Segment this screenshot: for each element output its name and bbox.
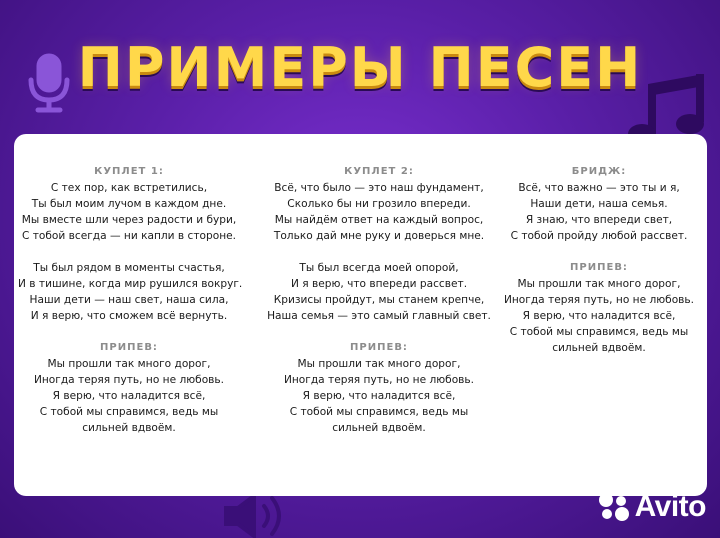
lyric-line: сильней вдвоём. [332, 422, 426, 434]
lyric-line: Ты был моим лучом в каждом дне. [31, 198, 227, 210]
lyric-line: Всё, что было — это наш фундамент, [274, 182, 484, 194]
lyric-line: С тобой мы справимся, ведь мы [509, 326, 689, 338]
lyric-line: Всё, что важно — это ты и я, [518, 182, 680, 194]
lyric-line: Иногда теряя путь, но не любовь. [283, 374, 475, 386]
section-heading: КУПЛЕТ 1: [94, 166, 164, 177]
lyric-line: Сколько бы ни грозило впереди. [287, 198, 471, 210]
avito-logo-icon [597, 492, 631, 522]
lyric-line: Я верю, что наладится всё, [522, 310, 676, 322]
lyric-line: Иногда теряя путь, но не любовь. [503, 294, 695, 306]
lyric-line: Я знаю, что впереди свет, [525, 214, 673, 226]
lyric-line: И в тишине, когда мир рушился вокруг. [18, 278, 243, 290]
lyrics-column-3 [494, 164, 704, 356]
section-heading: ПРИПЕВ: [570, 262, 628, 273]
lyric-line: Мы прошли так много дорог, [47, 358, 211, 370]
lyric-line: Мы найдём ответ на каждый вопрос, [274, 214, 484, 226]
lyric-line: Иногда теряя путь, но не любовь. [33, 374, 225, 386]
lyrics-card [14, 134, 707, 496]
avito-wordmark: Avito [634, 490, 706, 523]
lyric-line: Ты был всегда моей опорой, [299, 262, 459, 274]
lyric-line: сильней вдвоём. [552, 342, 646, 354]
lyric-line: Я верю, что наладится всё, [52, 390, 206, 402]
lyric-line: С тобой мы справимся, ведь мы [289, 406, 469, 418]
speaker-icon [222, 494, 292, 538]
lyric-line: Кризисы пройдут, мы станем крепче, [273, 294, 485, 306]
section-heading: ПРИПЕВ: [350, 342, 408, 353]
lyric-line: С тех пор, как встретились, [50, 182, 208, 194]
lyric-line: Мы вместе шли через радости и бури, [21, 214, 237, 226]
section-heading: БРИДЖ: [571, 166, 627, 177]
lyric-line: Наши дети, наша семья. [530, 198, 668, 210]
lyric-line: С тобой пройду любой рассвет. [510, 230, 688, 242]
lyric-line: Наша семья — это самый главный свет. [267, 310, 491, 322]
lyric-line: И я верю, что впереди рассвет. [290, 278, 468, 290]
lyrics-column-1 [18, 164, 243, 436]
avito-watermark [597, 490, 706, 524]
lyric-line: сильней вдвоём. [82, 422, 176, 434]
lyric-line: Ты был рядом в моменты счастья, [33, 262, 225, 274]
lyric-line: Наши дети — наш свет, наша сила, [29, 294, 229, 306]
lyric-line: Мы прошли так много дорог, [297, 358, 461, 370]
lyric-line: И я верю, что сможем всё вернуть. [30, 310, 228, 322]
section-heading: КУПЛЕТ 2: [344, 166, 414, 177]
lyrics-column-2 [264, 164, 494, 436]
lyric-line: Только дай мне руку и доверься мне. [273, 230, 485, 242]
section-heading: ПРИПЕВ: [100, 342, 158, 353]
lyric-line: Я верю, что наладится всё, [302, 390, 456, 402]
lyric-line: Мы прошли так много дорог, [517, 278, 681, 290]
lyric-line: С тобой мы справимся, ведь мы [39, 406, 219, 418]
page-title: ПРИМЕРЫ ПЕСЕН [77, 36, 643, 99]
lyric-line: С тобой всегда — ни капли в стороне. [21, 230, 237, 242]
